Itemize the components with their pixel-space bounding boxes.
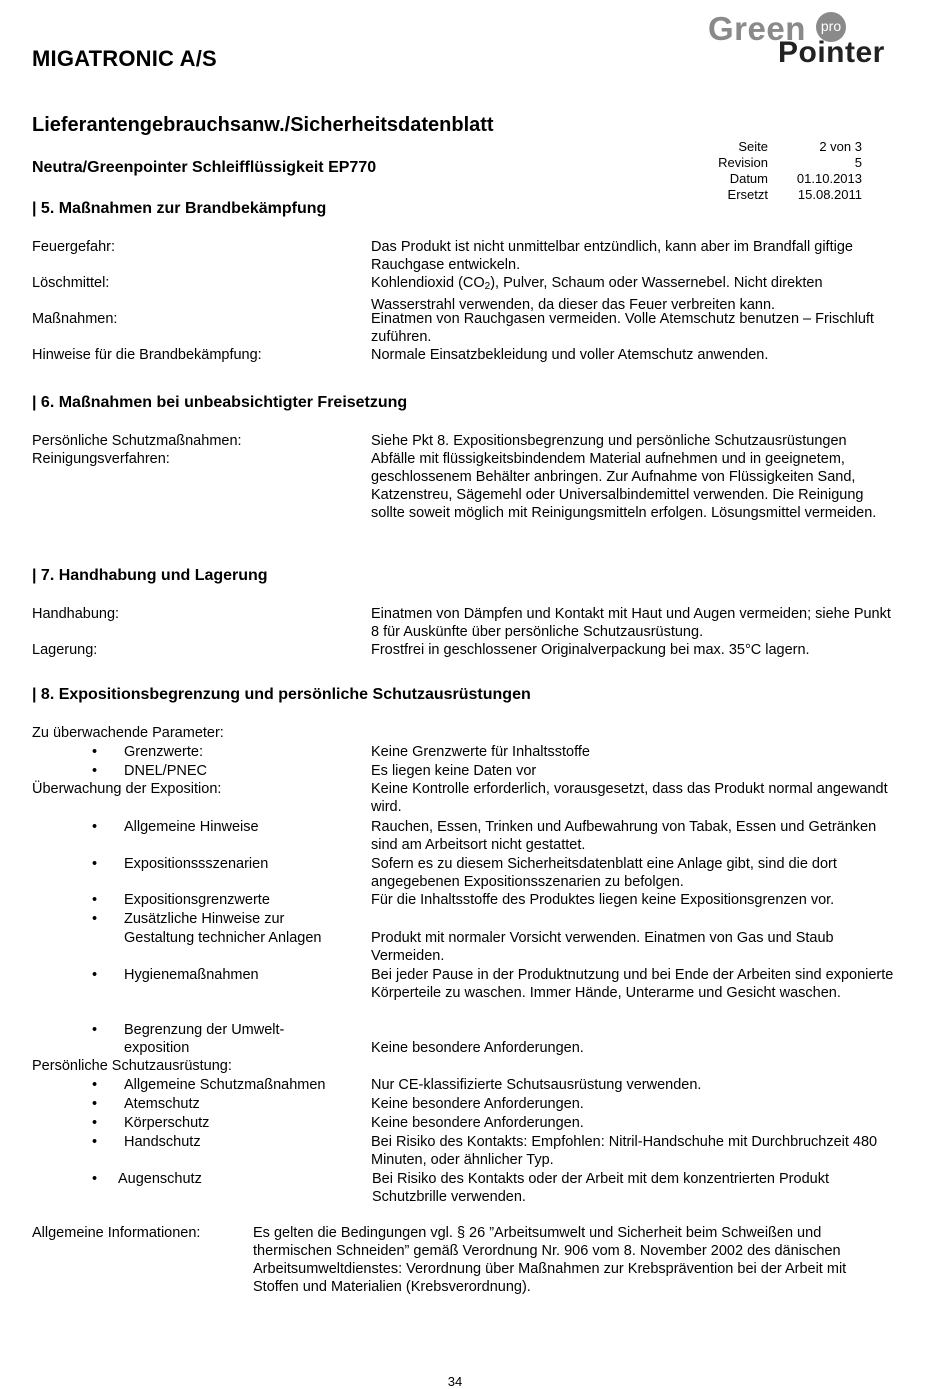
general-protection-label: Allgemeine Schutzmaßnahmen bbox=[124, 1077, 326, 1093]
respiratory-protection-label: Atemschutz bbox=[124, 1096, 200, 1112]
cleanup-methods-label: Reinigungsverfahren: bbox=[32, 451, 170, 467]
meta-value-replaces: 15.08.2011 bbox=[797, 187, 862, 202]
exposure-monitoring-label: Überwachung der Exposition: bbox=[32, 781, 222, 797]
eye-protection-value: Bei Risiko des Kontakts oder der Arbeit mit dem konzentrierten Produkt Schutzbrille verwenden. bbox=[372, 1171, 829, 1205]
body-protection-value: Keine besondere Anforderungen. bbox=[371, 1115, 584, 1131]
exposure-scenarios-label: Expositionssszenarien bbox=[124, 856, 269, 872]
hand-protection-label: Handschutz bbox=[124, 1134, 201, 1150]
extinguishing-media-label: Löschmittel: bbox=[32, 275, 110, 291]
meta-value-page: 2 von 3 bbox=[819, 139, 862, 154]
personal-precautions-label: Persönliche Schutzmaßnahmen: bbox=[32, 433, 242, 449]
general-protection-value: Nur CE-klassifizierte Schutsausrüstung verwenden. bbox=[371, 1077, 702, 1093]
bullet: • bbox=[92, 1096, 98, 1112]
bullet: • bbox=[92, 911, 98, 927]
firefighting-advice-label: Hinweise für die Brandbekämpfung: bbox=[32, 347, 262, 363]
logo-word-green: Green bbox=[708, 10, 806, 47]
bullet: • bbox=[92, 856, 98, 872]
general-notes-value: Rauchen, Essen, Trinken und Aufbewahrung von Tabak, Essen und Getränken sind am Arbeitsort nicht gestattet. bbox=[371, 819, 877, 853]
document-title: Lieferantengebrauchsanw./Sicherheitsdatenblatt bbox=[32, 114, 494, 136]
meta-value-date: 01.10.2013 bbox=[796, 171, 862, 186]
meta-label-revision: Revision bbox=[718, 155, 768, 170]
personal-precautions-value: Siehe Pkt 8. Expositionsbegrenzung und persönliche Schutzausrüstungen bbox=[371, 433, 847, 449]
bullet: • bbox=[92, 1171, 98, 1187]
bullet: • bbox=[92, 819, 98, 835]
body-protection-label: Körperschutz bbox=[124, 1115, 210, 1131]
storage-value: Frostfrei in geschlossener Originalverpackung bei max. 35°C lagern. bbox=[371, 642, 810, 658]
company-name: MIGATRONIC A/S bbox=[32, 46, 217, 71]
ppe-label: Persönliche Schutzausrüstung: bbox=[32, 1058, 232, 1074]
bullet: • bbox=[92, 892, 98, 908]
respiratory-protection-value: Keine besondere Anforderungen. bbox=[371, 1096, 584, 1112]
storage-label: Lagerung: bbox=[32, 642, 98, 658]
environmental-exposure-label-2: exposition bbox=[124, 1040, 190, 1056]
section-5-heading: | 5. Maßnahmen zur Brandbekämpfung bbox=[32, 200, 327, 217]
eye-protection-label: Augenschutz bbox=[118, 1171, 202, 1187]
bullet: • bbox=[92, 1077, 98, 1093]
page-number: 34 bbox=[447, 1374, 463, 1389]
environmental-exposure-value: Keine besondere Anforderungen. bbox=[371, 1040, 584, 1056]
meta-label-page: Seite bbox=[738, 139, 768, 154]
general-info-label: Allgemeine Informationen: bbox=[32, 1225, 201, 1241]
limit-values-value: Keine Grenzwerte für Inhaltsstoffe bbox=[371, 744, 590, 760]
limit-values-label: Grenzwerte: bbox=[124, 744, 203, 760]
section-8-heading: | 8. Expositionsbegrenzung und persönliche Schutzausrüstungen bbox=[32, 686, 531, 703]
meta-label-date: Datum bbox=[729, 171, 768, 186]
handling-label: Handhabung: bbox=[32, 606, 120, 622]
bullet: • bbox=[92, 744, 98, 760]
measures-label: Maßnahmen: bbox=[32, 311, 118, 327]
bullet: • bbox=[92, 967, 98, 983]
measures-value: Einatmen von Rauchgasen vermeiden. Volle Atemschutz benutzen – Frischluft zuführen. bbox=[371, 311, 874, 345]
fire-hazard-value: Das Produkt ist nicht unmittelbar entzündlich, kann aber im Brandfall giftige Rauchgase entwickeln. bbox=[371, 239, 853, 273]
cleanup-methods-value: Abfälle mit flüssigkeitsbindendem Material aufnehmen und in geeignetem, geschlossenem Behälter anbringen. Zur Aufnahme von Flüssigkeiten Sand, Katzenstreu, Sägemehl oder Universalbindemittel verwenden. Die Reinigung sollte soweit möglich mit Reinigungsmitteln erfolgen. Lösungsmittel vermeiden. bbox=[371, 451, 877, 521]
bullet: • bbox=[92, 1134, 98, 1150]
fire-hazard-label: Feuergefahr: bbox=[32, 239, 116, 255]
exposure-monitoring-value: Keine Kontrolle erforderlich, vorausgesetzt, dass das Produkt normal angewandt wird. bbox=[371, 781, 888, 815]
hygiene-measures-label: Hygienemaßnahmen bbox=[124, 967, 259, 983]
firefighting-advice-value: Normale Einsatzbekleidung und voller Atemschutz anwenden. bbox=[371, 347, 769, 363]
extinguishing-media-value: Kohlendioxid $(CO_2)$, Pulver, Schaum oder Wassernebel. Nicht direkten Wasserstrahl verwenden, da dieser das Feuer verbreiten kann. bbox=[371, 275, 823, 313]
handling-value: Einatmen von Dämpfen und Kontakt mit Haut und Augen vermeiden; siehe Punkt 8 für Auskünfte über persönliche Schutzausrüstung. bbox=[371, 606, 891, 640]
environmental-exposure-label-1: Begrenzung der Umwelt- bbox=[124, 1022, 285, 1038]
bullet: • bbox=[92, 763, 98, 779]
engineering-controls-value: Produkt mit normaler Vorsicht verwenden. Einatmen von Gas und Staub Vermeiden. bbox=[371, 930, 834, 964]
control-parameters-label: Zu überwachende Parameter: bbox=[32, 725, 224, 741]
greenpointer-logo bbox=[708, 6, 908, 78]
section-6-heading: | 6. Maßnahmen bei unbeabsichtigter Freisetzung bbox=[32, 394, 408, 411]
logo-word-pointer: Pointer bbox=[778, 36, 885, 69]
dnel-pnec-value: Es liegen keine Daten vor bbox=[371, 763, 537, 779]
engineering-controls-label-1: Zusätzliche Hinweise zur bbox=[124, 911, 285, 927]
bullet: • bbox=[92, 1115, 98, 1131]
engineering-controls-label-2: Gestaltung technicher Anlagen bbox=[124, 930, 322, 946]
hygiene-measures-value: Bei jeder Pause in der Produktnutzung und bei Ende der Arbeiten sind exponierte Körperteile zu waschen. Immer Hände, Unterarme und Gesicht waschen. bbox=[371, 967, 894, 1001]
product-name: Neutra/Greenpointer Schleifflüssigkeit EP770 bbox=[32, 159, 377, 176]
general-info-value: Es gelten die Bedingungen vgl. § 26 ”Arbeitsumwelt und Sicherheit beim Schweißen und thermischen Schneiden” gemäß Verordnung Nr. 906 vom 8. November 2002 des dänischen Arbeitsumweltdienstes: Verordnung über Maßnahmen zur Krebsprävention bei der Arbeit mit Stoffen und Materialien (Krebsverordnung). bbox=[253, 1225, 847, 1295]
dnel-pnec-label: DNEL/PNEC bbox=[124, 763, 207, 779]
hand-protection-value: Bei Risiko des Kontakts: Empfohlen: Nitril-Handschuhe mit Durchbruchzeit 480 Minuten, oder ähnlicher Typ. bbox=[371, 1134, 878, 1168]
exposure-scenarios-value: Sofern es zu diesem Sicherheitsdatenblatt eine Anlage gibt, sind die dort angegebenen Expositionsszenarien zu befolgen. bbox=[371, 856, 837, 890]
document-meta bbox=[700, 139, 862, 203]
exposure-limits-value: Für die Inhaltsstoffe des Produktes liegen keine Expositionsgrenzen vor. bbox=[371, 892, 835, 908]
meta-value-revision: 5 bbox=[854, 155, 862, 170]
section-7-heading: | 7. Handhabung und Lagerung bbox=[32, 567, 268, 584]
logo-pro-badge: pro bbox=[816, 12, 846, 42]
bullet: • bbox=[92, 1022, 98, 1038]
exposure-limits-label: Expositionsgrenzwerte bbox=[124, 892, 270, 908]
meta-label-replaces: Ersetzt bbox=[727, 187, 768, 202]
general-notes-label: Allgemeine Hinweise bbox=[124, 819, 259, 835]
